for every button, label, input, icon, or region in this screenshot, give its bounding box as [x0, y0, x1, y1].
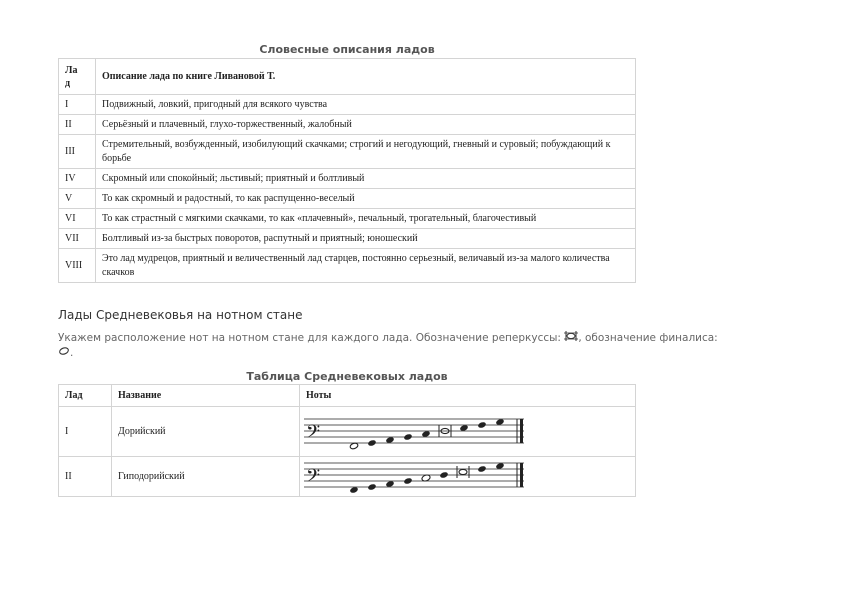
- table-row: [59, 209, 636, 229]
- mode-number: VI: [59, 209, 96, 229]
- header-name: Название: [112, 385, 300, 407]
- paragraph-text-2: , обозначение финалиса:: [578, 332, 718, 344]
- mode-number: VII: [59, 229, 96, 249]
- mode-number: II: [59, 115, 96, 135]
- dorian-staff: [304, 411, 529, 453]
- mode-description: То как скромный и радостный, то как распущенно-веселый: [96, 189, 636, 209]
- mode-number: I: [59, 95, 96, 115]
- svg-text:𝄢: 𝄢: [306, 465, 321, 491]
- mode-description: То как страстный с мягкими скачками, то как «плачевный», печальный, трогательный, благочестивый: [96, 209, 636, 229]
- staff-cell: [300, 407, 636, 457]
- paragraph-text-3: .: [70, 347, 74, 359]
- table-row: [59, 249, 636, 283]
- section-paragraph: [58, 330, 718, 360]
- header-mode: Ла д: [59, 59, 96, 95]
- table2-caption: Таблица Средневековых ладов: [246, 370, 448, 383]
- medieval-modes-table: [58, 384, 636, 497]
- hypodorian-staff: [304, 460, 529, 494]
- table-row: [59, 457, 636, 497]
- mode-name: Дорийский: [112, 407, 300, 457]
- paragraph-text-1: Укажем расположение нот на нотном стане для каждого лада. Обозначение реперкуссы:: [58, 332, 561, 344]
- finalis-symbol-icon: [58, 346, 70, 360]
- mode-number: V: [59, 189, 96, 209]
- mode-description: Скромный или спокойный; льстивый; приятный и болтливый: [96, 169, 636, 189]
- table-header-row: [59, 385, 636, 407]
- mode-description: Серьёзный и плачевный, глухо-торжественный, жалобный: [96, 115, 636, 135]
- table-row: [59, 135, 636, 169]
- svg-text:𝄢: 𝄢: [306, 421, 321, 447]
- mode-number: III: [59, 135, 96, 169]
- mode-description: Стремительный, возбужденный, изобилующий скачками; строгий и негодующий, гневный и суровый; побуждающий к борьбе: [96, 135, 636, 169]
- mode-number: VIII: [59, 249, 96, 283]
- table-row: [59, 169, 636, 189]
- mode-description: Это лад мудрецов, приятный и величественный лад старцев, постоянно серьезный, величавый из-за малого количества скачков: [96, 249, 636, 283]
- header-mode: Лад: [59, 385, 112, 407]
- mode-number: I: [59, 407, 112, 457]
- header-description: Описание лада по книге Ливановой Т.: [96, 59, 636, 95]
- reperkussa-symbol-icon: [564, 330, 578, 346]
- table-row: [59, 229, 636, 249]
- mode-number: II: [59, 457, 112, 497]
- table-row: [59, 407, 636, 457]
- table-row: [59, 189, 636, 209]
- staff-cell: [300, 457, 636, 497]
- table-row: [59, 95, 636, 115]
- mode-number: IV: [59, 169, 96, 189]
- section-heading: Лады Средневековья на нотном стане: [58, 308, 303, 322]
- table1-caption: Словесные описания ладов: [259, 43, 435, 56]
- mode-description: Подвижный, ловкий, пригодный для всякого чувства: [96, 95, 636, 115]
- mode-description: Болтливый из-за быстрых поворотов, распутный и приятный; юношеский: [96, 229, 636, 249]
- header-notes: Ноты: [300, 385, 636, 407]
- mode-name: Гиподорийский: [112, 457, 300, 497]
- table-header-row: [59, 59, 636, 95]
- table-row: [59, 115, 636, 135]
- modes-description-table: [58, 58, 636, 283]
